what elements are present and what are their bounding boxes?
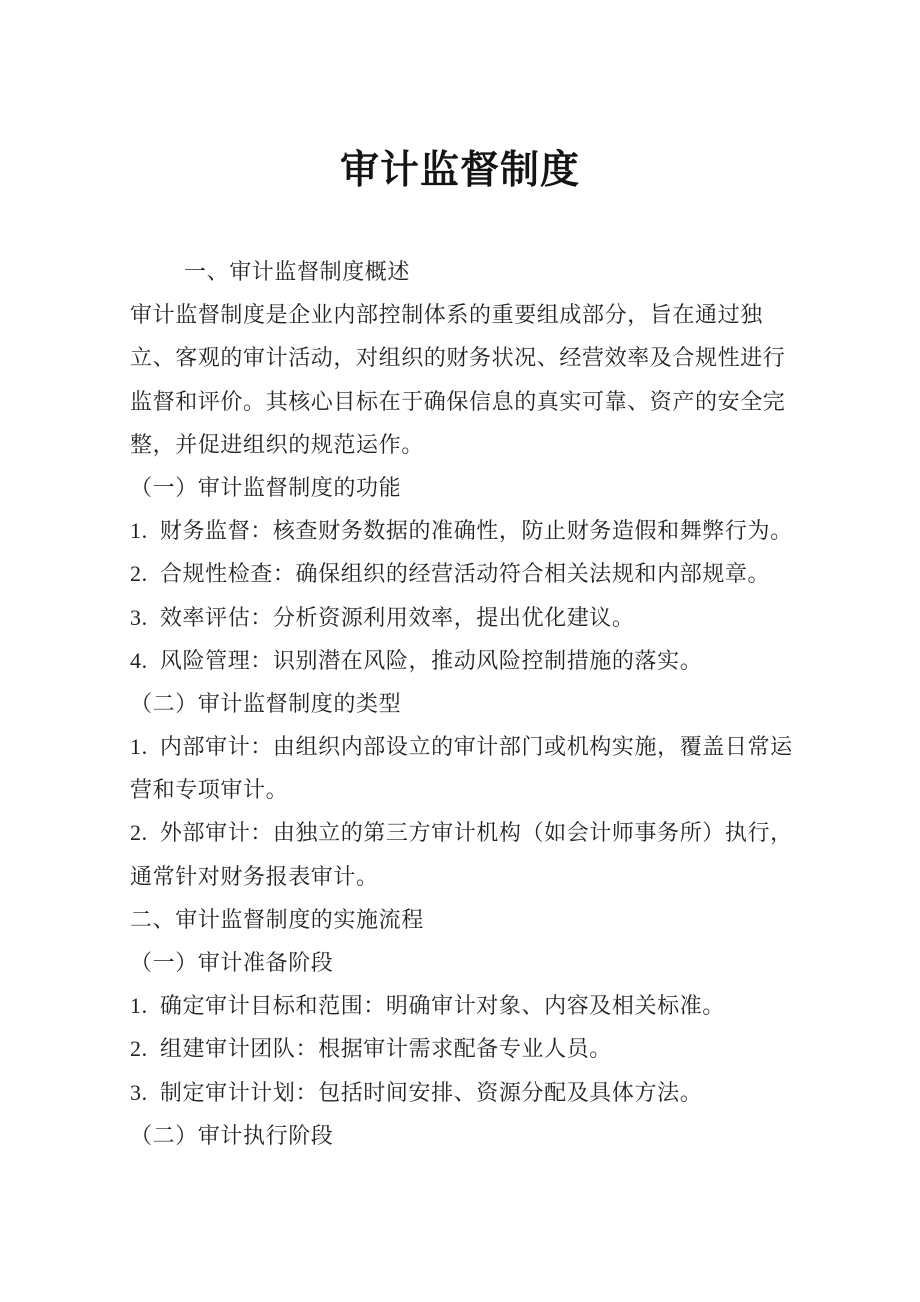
text-line: 4. 风险管理：识别潜在风险，推动风险控制措施的落实。 [130, 647, 703, 673]
text-line: 1. 内部审计：由组织内部设立的审计部门或机构实施，覆盖日常运 [130, 734, 793, 760]
text-line: 1. 确定审计目标和范围：明确审计对象、内容及相关标准。 [130, 993, 725, 1019]
document-title: 审计监督制度 [339, 149, 580, 192]
text-line: 2. 组建审计团队：根据审计需求配备专业人员。 [130, 1036, 612, 1062]
document-body [130, 250, 792, 1157]
text-line: 营和专项审计。 [130, 777, 289, 803]
text-line: （二）审计执行阶段 [130, 1122, 334, 1148]
text-line: 审计监督制度是企业内部控制体系的重要组成部分，旨在通过独 [130, 302, 763, 328]
text-line: 1. 财务监督：核查财务数据的准确性，防止财务造假和舞弊行为。 [130, 518, 793, 544]
text-line: 整，并促进组织的规范运作。 [130, 431, 424, 457]
text-line: 立、客观的审计活动，对组织的财务状况、经营效率及合规性进行 [130, 345, 786, 371]
text-line: 2. 外部审计：由独立的第三方审计机构（如会计师事务所）执行， [130, 820, 793, 846]
text-line: （一）审计监督制度的功能 [130, 474, 402, 500]
text-line: 通常针对财务报表审计。 [130, 863, 379, 889]
text-line: 二、审计监督制度的实施流程 [130, 906, 424, 932]
text-line: 一、审计监督制度概述 [184, 259, 411, 284]
text-line: 2. 合规性检查：确保组织的经营活动符合相关法规和内部规章。 [130, 561, 771, 587]
text-line: 3. 效率评估：分析资源利用效率，提出优化建议。 [130, 604, 635, 630]
text-line: （一）审计准备阶段 [130, 950, 334, 975]
text-line: （二）审计监督制度的类型 [130, 690, 402, 716]
text-line: 3. 制定审计计划：包括时间安排、资源分配及具体方法。 [130, 1079, 703, 1105]
text-line: 监督和评价。其核心目标在于确保信息的真实可靠、资产的安全完 [130, 388, 786, 414]
